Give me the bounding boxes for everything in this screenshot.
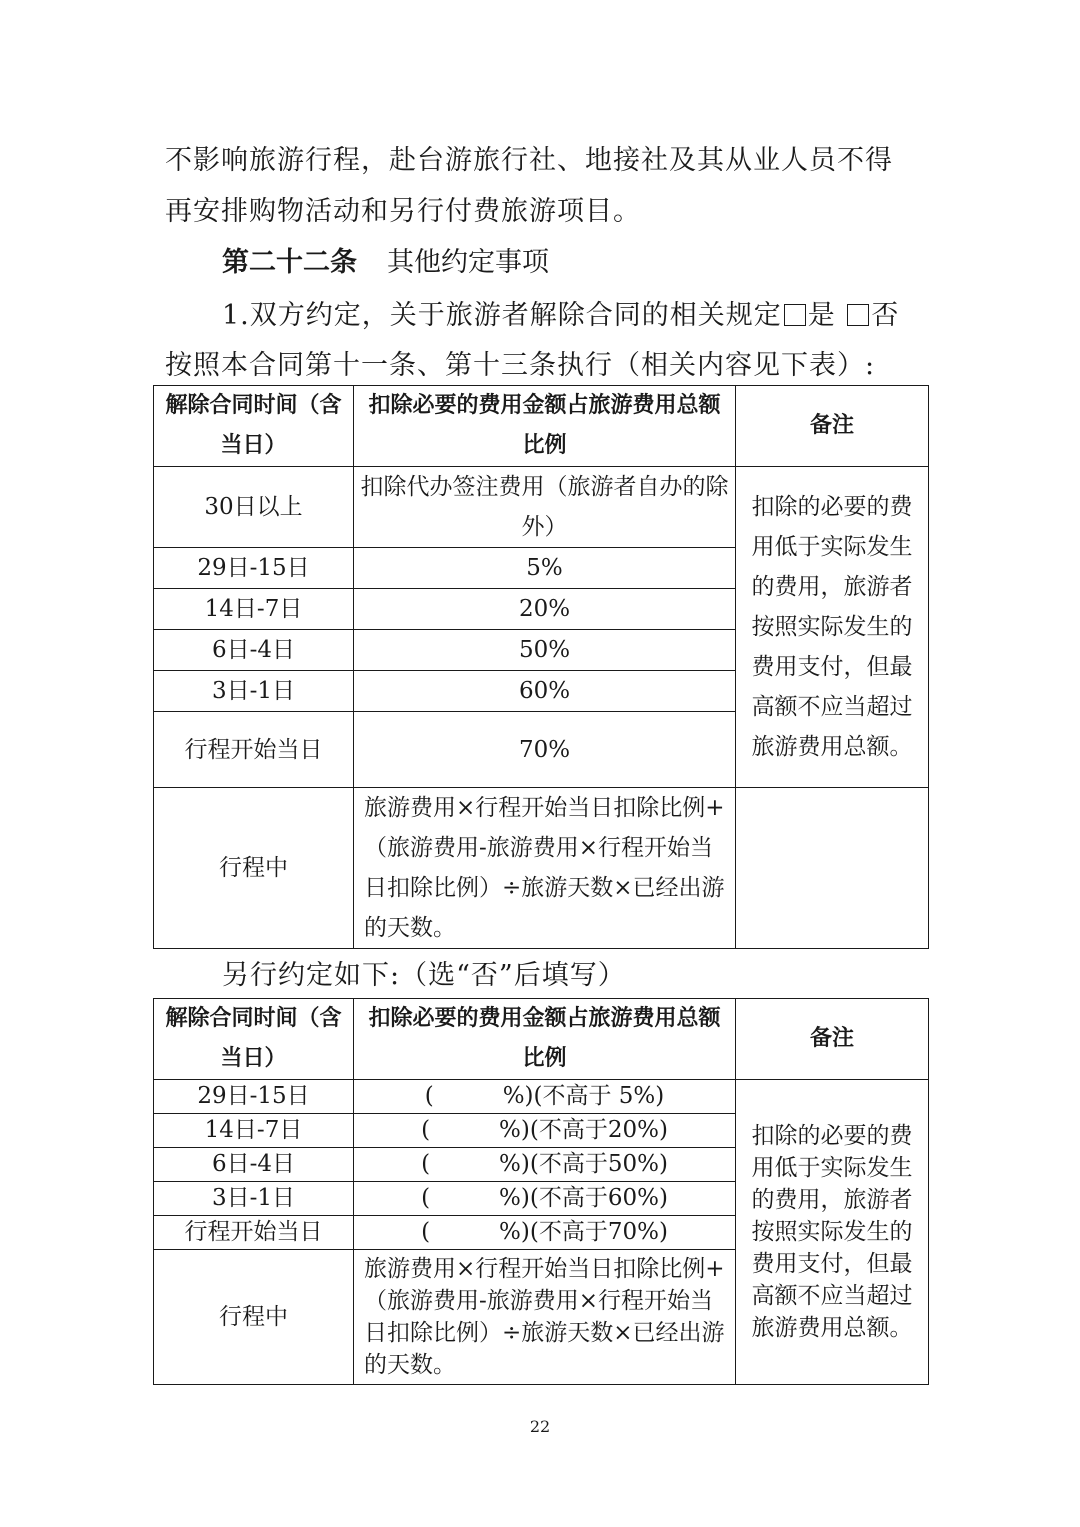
deduction-ratio-cell: 5% — [354, 548, 736, 589]
checkbox-no[interactable] — [847, 304, 869, 326]
cancel-time-cell: 6日-4日 — [154, 1148, 354, 1182]
cancel-time-cell: 3日-1日 — [154, 671, 354, 712]
cancel-time-cell: 行程开始当日 — [154, 1216, 354, 1250]
deduction-ratio-cell: 扣除代办签注费用（旅游者自办的除外） — [354, 467, 736, 548]
header-deduction-ratio: 扣除必要的费用金额占旅游费用总额比例 — [354, 386, 736, 467]
deduction-ratio-cell: 50% — [354, 630, 736, 671]
table-row — [154, 467, 929, 548]
deduction-ratio-fill-cell[interactable]: ( %)(不高于60%) — [354, 1182, 736, 1216]
header-deduction-ratio: 扣除必要的费用金额占旅游费用总额比例 — [354, 999, 736, 1080]
cancel-time-cell: 行程开始当日 — [154, 712, 354, 788]
deduction-ratio-cell: 60% — [354, 671, 736, 712]
note-cell: 扣除的必要的费用低于实际发生的费用，旅游者按照实际发生的费用支付，但最高额不应当超过旅游费用总额。 — [736, 467, 929, 788]
clause-1-line-1 — [222, 290, 982, 341]
in-trip-time-cell: 行程中 — [154, 1250, 354, 1385]
table-row — [154, 1080, 929, 1114]
refund-table-custom — [153, 998, 929, 1385]
header-note: 备注 — [736, 999, 929, 1080]
header-note: 备注 — [736, 386, 929, 467]
other-agreement-line: 另行约定如下:（选“否”后填写） — [222, 960, 626, 991]
article-number: 第二十二条 — [222, 247, 357, 278]
deduction-ratio-fill-cell[interactable]: ( %)(不高于20%) — [354, 1114, 736, 1148]
in-trip-time-cell: 行程中 — [154, 788, 354, 949]
cancel-time-cell: 14日-7日 — [154, 589, 354, 630]
in-trip-formula-cell: 旅游费用×行程开始当日扣除比例+（旅游费用-旅游费用×行程开始当日扣除比例）÷旅游天数×已经出游的天数。 — [354, 1250, 736, 1385]
cancel-time-cell: 29日-15日 — [154, 548, 354, 589]
header-cancel-time: 解除合同时间（含当日） — [154, 999, 354, 1080]
cancel-time-cell: 30日以上 — [154, 467, 354, 548]
deduction-ratio-fill-cell[interactable]: ( %)(不高于50%) — [354, 1148, 736, 1182]
article-topic: 其他约定事项 — [387, 247, 549, 278]
article-heading — [222, 240, 549, 286]
header-cancel-time: 解除合同时间（含当日） — [154, 386, 354, 467]
refund-table-standard — [153, 385, 929, 949]
clause-1-line-2: 按照本合同第十一条、第十三条执行（相关内容见下表）: — [165, 350, 876, 381]
deduction-ratio-fill-cell[interactable]: ( %)(不高于70%) — [354, 1216, 736, 1250]
cancel-time-cell: 6日-4日 — [154, 630, 354, 671]
option-no-label: 否 — [871, 300, 900, 331]
clause-1-text: 1.双方约定，关于旅游者解除合同的相关规定 — [222, 300, 782, 331]
table-row — [154, 788, 929, 949]
note-cell: 扣除的必要的费用低于实际发生的费用，旅游者按照实际发生的费用支付，但最高额不应当超过旅游费用总额。 — [736, 1080, 929, 1385]
cancel-time-cell: 3日-1日 — [154, 1182, 354, 1216]
cancel-time-cell: 14日-7日 — [154, 1114, 354, 1148]
cancel-time-cell: 29日-15日 — [154, 1080, 354, 1114]
paragraph-line-1: 不影响旅游行程，赴台游旅行社、地接社及其从业人员不得 — [165, 145, 893, 176]
option-yes-label: 是 — [807, 300, 836, 331]
paragraph-line-2: 再安排购物活动和另行付费旅游项目。 — [165, 196, 641, 227]
checkbox-yes[interactable] — [784, 304, 806, 326]
deduction-ratio-cell: 20% — [354, 589, 736, 630]
page-number: 22 — [529, 1417, 551, 1436]
empty-note-cell — [736, 788, 929, 949]
deduction-ratio-fill-cell[interactable]: ( %)(不高于 5%) — [354, 1080, 736, 1114]
in-trip-formula-cell: 旅游费用×行程开始当日扣除比例+（旅游费用-旅游费用×行程开始当日扣除比例）÷旅游天数×已经出游的天数。 — [354, 788, 736, 949]
deduction-ratio-cell: 70% — [354, 712, 736, 788]
